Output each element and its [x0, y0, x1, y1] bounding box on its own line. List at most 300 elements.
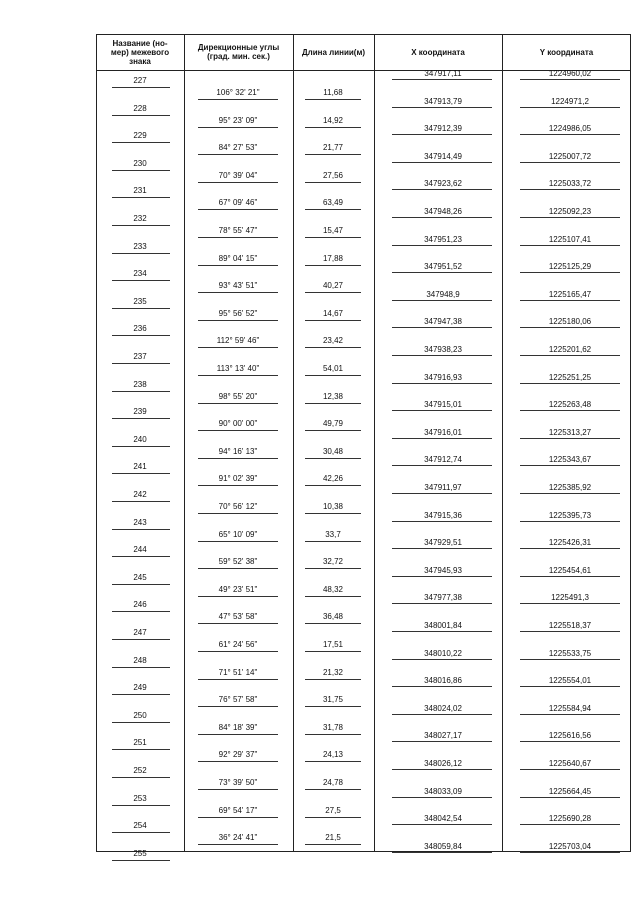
row-underline [112, 556, 170, 557]
point-name-cell: 231 [133, 186, 147, 196]
row-underline [520, 189, 620, 190]
y-coordinate-cell: 1225395,73 [548, 510, 592, 520]
line-length-cell: 24,13 [322, 750, 344, 760]
x-coordinate-cell: 347912,39 [424, 124, 462, 134]
row-underline [112, 391, 170, 392]
y-coordinate-cell: 1225616,56 [548, 731, 592, 741]
row-underline [520, 852, 620, 853]
direction-angle-cell: 70° 56' 12" [218, 502, 258, 511]
row-underline [198, 541, 278, 542]
point-name-cell: 235 [133, 296, 147, 306]
direction-angle-cell: 59° 52' 38" [218, 557, 258, 567]
row-underline [392, 548, 492, 549]
point-name-cell: 253 [133, 793, 147, 803]
x-coordinate-cell: 347977,38 [424, 593, 462, 603]
row-underline [392, 741, 492, 742]
line-length-cell: 54,01 [322, 364, 344, 373]
y-coordinate-cell: 1225033,72 [548, 179, 592, 189]
y-coordinate-cell: 1225343,67 [548, 455, 592, 465]
line-length-cell: 23,42 [322, 336, 344, 346]
row-underline [305, 541, 361, 542]
x-coordinate-cell: 347929,51 [424, 538, 462, 548]
x-coordinate-cell: 348024,02 [424, 703, 462, 713]
row-underline [112, 473, 170, 474]
row-underline [198, 706, 278, 707]
x-coordinate-cell: 347912,74 [424, 455, 462, 465]
point-name-cell: 245 [133, 572, 147, 582]
row-underline [305, 209, 361, 210]
row-underline [112, 418, 170, 419]
point-name-cell: 230 [133, 158, 147, 168]
y-coordinate-cell: 1225518,37 [548, 621, 592, 630]
row-underline [392, 134, 492, 135]
row-underline [392, 493, 492, 494]
point-name-cell: 255 [133, 848, 147, 858]
row-underline [392, 327, 492, 328]
direction-angle-cell: 84° 18' 39" [218, 722, 258, 732]
point-name-cell: 246 [133, 600, 147, 610]
row-underline [392, 686, 492, 687]
row-underline [112, 446, 170, 447]
row-underline [305, 761, 361, 762]
direction-angle-cell: 94° 16' 13" [218, 446, 258, 456]
row-underline [112, 749, 170, 750]
point-name-cell: 247 [133, 628, 147, 637]
direction-angle-cell: 98° 55' 20" [218, 391, 258, 401]
row-underline [112, 363, 170, 364]
row-underline [198, 347, 278, 348]
row-underline [198, 844, 278, 845]
row-underline [305, 679, 361, 680]
row-underline [112, 667, 170, 668]
y-coordinate-cell: 1225664,45 [548, 786, 592, 796]
row-underline [112, 777, 170, 778]
row-underline [305, 513, 361, 514]
x-coordinate-cell: 347951,23 [424, 234, 462, 244]
line-length-cell: 31,75 [322, 695, 344, 705]
x-coordinate-cell: 348026,12 [424, 759, 462, 768]
point-name-cell: 228 [133, 103, 147, 113]
point-name-cell: 252 [133, 766, 147, 775]
point-name-cell: 232 [133, 214, 147, 223]
row-underline [198, 513, 278, 514]
line-length-cell: 14,92 [322, 115, 344, 125]
y-coordinate-cell: 1225690,28 [548, 814, 592, 824]
point-name-cell: 233 [133, 241, 147, 251]
row-underline [392, 797, 492, 798]
y-coordinate-cell: 1225385,92 [548, 483, 592, 492]
line-length-cell: 31,78 [322, 722, 344, 732]
direction-angle-cell: 91° 02' 39" [218, 474, 258, 484]
row-underline [520, 355, 620, 356]
point-name-cell: 240 [133, 434, 147, 444]
row-underline [198, 596, 278, 597]
row-underline [305, 623, 361, 624]
row-underline [392, 383, 492, 384]
row-underline [305, 596, 361, 597]
x-coordinate-cell: 348027,17 [424, 731, 462, 741]
row-underline [305, 265, 361, 266]
row-underline [520, 548, 620, 549]
x-coordinate-cell: 347917,11 [424, 69, 462, 78]
y-coordinate-cell: 1225263,48 [548, 400, 592, 410]
y-coordinate-cell: 1225125,29 [548, 262, 592, 272]
row-underline [112, 860, 170, 861]
row-underline [198, 154, 278, 155]
row-underline [392, 769, 492, 770]
row-underline [520, 162, 620, 163]
x-coordinate-cell: 348033,09 [424, 786, 462, 796]
header-point-name-line1: Название (но- [112, 38, 168, 48]
row-underline [198, 430, 278, 431]
row-underline [520, 438, 620, 439]
row-underline [392, 631, 492, 632]
line-length-cell: 48,32 [322, 584, 344, 594]
row-underline [198, 789, 278, 790]
row-underline [112, 584, 170, 585]
direction-angle-cell: 89° 04' 15" [218, 253, 258, 263]
direction-angle-cell: 95° 56' 52" [218, 308, 258, 318]
line-length-cell: 21,5 [325, 833, 341, 843]
row-underline [392, 438, 492, 439]
row-underline [392, 410, 492, 411]
column-divider [293, 34, 294, 852]
row-underline [520, 245, 620, 246]
x-coordinate-cell: 348001,84 [424, 621, 462, 630]
x-coordinate-cell: 347948,9 [426, 289, 460, 299]
line-length-cell: 15,47 [322, 226, 344, 235]
row-underline [305, 430, 361, 431]
line-length-cell: 40,27 [322, 281, 344, 291]
point-name-cell: 236 [133, 324, 147, 334]
x-coordinate-cell: 347915,01 [424, 400, 462, 410]
direction-angle-cell: 92° 29' 37" [218, 750, 258, 760]
row-underline [520, 576, 620, 577]
row-underline [198, 127, 278, 128]
row-underline [392, 355, 492, 356]
row-underline [112, 805, 170, 806]
row-underline [198, 237, 278, 238]
line-length-cell: 10,38 [322, 502, 344, 511]
row-underline [112, 694, 170, 695]
direction-angle-cell: 78° 55' 47" [218, 226, 258, 235]
row-underline [520, 741, 620, 742]
row-underline [112, 501, 170, 502]
point-name-cell: 250 [133, 710, 147, 720]
row-underline [112, 308, 170, 309]
x-coordinate-cell: 347923,62 [424, 179, 462, 189]
row-underline [305, 320, 361, 321]
line-length-cell: 49,79 [322, 419, 344, 429]
row-underline [392, 576, 492, 577]
row-underline [520, 107, 620, 108]
direction-angle-cell: 84° 27' 53" [218, 143, 258, 153]
point-name-cell: 234 [133, 269, 147, 279]
row-underline [520, 272, 620, 273]
row-underline [305, 789, 361, 790]
row-underline [112, 611, 170, 612]
header-length-text: Длина линии(м) [301, 47, 366, 57]
row-underline [520, 300, 620, 301]
y-coordinate-cell: 1225640,67 [548, 759, 592, 768]
row-underline [112, 832, 170, 833]
row-underline [305, 734, 361, 735]
direction-angle-cell: 36° 24' 41" [218, 833, 258, 843]
line-length-cell: 32,72 [322, 557, 344, 567]
direction-angle-cell: 113° 13' 40" [216, 364, 260, 373]
row-underline [392, 824, 492, 825]
row-underline [198, 292, 278, 293]
row-underline [520, 603, 620, 604]
row-underline [305, 651, 361, 652]
row-underline [198, 403, 278, 404]
line-length-cell: 42,26 [322, 474, 344, 484]
direction-angle-cell: 49° 23' 51" [218, 584, 258, 594]
row-underline [520, 383, 620, 384]
row-underline [305, 237, 361, 238]
row-underline [392, 714, 492, 715]
header-y-coordinate [502, 36, 631, 68]
x-coordinate-cell: 347913,79 [424, 96, 462, 106]
direction-angle-cell: 71° 51' 14" [218, 667, 258, 677]
row-underline [305, 706, 361, 707]
direction-angle-cell: 70° 39' 04" [218, 170, 258, 180]
column-divider [502, 34, 503, 852]
header-x-text: X координата [411, 47, 465, 57]
row-underline [520, 217, 620, 218]
line-length-cell: 27,56 [322, 170, 344, 180]
direction-angle-cell: 90° 00' 00" [218, 419, 258, 429]
row-underline [198, 651, 278, 652]
row-underline [392, 162, 492, 163]
point-name-cell: 242 [133, 490, 147, 499]
line-length-cell: 12,38 [322, 391, 344, 401]
row-underline [520, 465, 620, 466]
row-underline [305, 568, 361, 569]
y-coordinate-cell: 1225092,23 [548, 207, 592, 216]
x-coordinate-cell: 347916,93 [424, 372, 462, 382]
row-underline [520, 327, 620, 328]
direction-angle-cell: 65° 10' 09" [218, 529, 258, 539]
line-length-cell: 33,7 [325, 529, 341, 539]
row-underline [198, 623, 278, 624]
row-underline [305, 403, 361, 404]
row-underline [112, 335, 170, 336]
row-underline [198, 375, 278, 376]
row-underline [112, 529, 170, 530]
row-underline [305, 127, 361, 128]
direction-angle-cell: 61° 24' 56" [218, 640, 258, 649]
row-underline [112, 722, 170, 723]
row-underline [198, 209, 278, 210]
direction-angle-cell: 112° 59' 46" [216, 336, 260, 346]
row-underline [198, 568, 278, 569]
point-name-cell: 254 [133, 821, 147, 831]
row-underline [198, 761, 278, 762]
row-underline [520, 686, 620, 687]
point-name-cell: 244 [133, 545, 147, 555]
row-underline [392, 603, 492, 604]
x-coordinate-cell: 347951,52 [424, 262, 462, 272]
point-name-cell: 239 [133, 407, 147, 417]
point-name-cell: 237 [133, 352, 147, 361]
x-coordinate-cell: 347948,26 [424, 207, 462, 216]
row-underline [392, 852, 492, 853]
y-coordinate-cell: 1224960,02 [548, 69, 592, 78]
row-underline [392, 300, 492, 301]
y-coordinate-cell: 1224986,05 [548, 124, 592, 134]
point-name-cell: 251 [133, 738, 147, 748]
row-underline [392, 107, 492, 108]
row-underline [520, 410, 620, 411]
point-name-cell: 249 [133, 683, 147, 693]
row-underline [198, 734, 278, 735]
row-underline [392, 245, 492, 246]
x-coordinate-cell: 347938,23 [424, 345, 462, 354]
row-underline [520, 797, 620, 798]
row-underline [112, 225, 170, 226]
header-direction-angle [184, 36, 293, 68]
header-x-coordinate [374, 36, 502, 68]
row-underline [112, 253, 170, 254]
row-underline [520, 824, 620, 825]
row-underline [520, 521, 620, 522]
row-underline [305, 182, 361, 183]
column-divider [184, 34, 185, 852]
direction-angle-cell: 47° 53' 58" [218, 612, 258, 622]
row-underline [392, 217, 492, 218]
line-length-cell: 17,51 [322, 640, 344, 649]
y-coordinate-cell: 1225107,41 [548, 234, 592, 244]
row-underline [392, 465, 492, 466]
row-underline [305, 458, 361, 459]
row-underline [392, 659, 492, 660]
row-underline [112, 170, 170, 171]
row-underline [198, 320, 278, 321]
row-underline [305, 292, 361, 293]
row-underline [305, 844, 361, 845]
y-coordinate-cell: 1224971,2 [551, 96, 589, 106]
line-length-cell: 11,68 [323, 88, 343, 97]
y-coordinate-cell: 1225454,61 [548, 565, 592, 575]
point-name-cell: 241 [133, 462, 147, 472]
x-coordinate-cell: 347947,38 [424, 317, 462, 327]
row-underline [305, 347, 361, 348]
y-coordinate-cell: 1225533,75 [548, 648, 592, 658]
row-underline [112, 115, 170, 116]
x-coordinate-cell: 347916,01 [424, 427, 462, 437]
direction-angle-cell: 73° 39' 50" [218, 778, 258, 787]
line-length-cell: 21,32 [322, 667, 344, 677]
y-coordinate-cell: 1225201,62 [548, 345, 592, 354]
direction-angle-cell: 69° 54' 17" [218, 805, 258, 815]
line-length-cell: 17,88 [322, 253, 344, 263]
row-underline [305, 99, 361, 100]
x-coordinate-cell: 347914,49 [424, 151, 462, 161]
direction-angle-cell: 106° 32' 21" [216, 88, 260, 97]
row-underline [520, 659, 620, 660]
point-name-cell: 243 [133, 517, 147, 527]
row-underline [198, 265, 278, 266]
header-angle-line1: Дирекционные углы [197, 43, 280, 52]
row-underline [112, 280, 170, 281]
row-underline [198, 817, 278, 818]
point-name-cell: 248 [133, 655, 147, 665]
header-y-text: Y координата [539, 47, 594, 57]
x-coordinate-cell: 347911,97 [424, 483, 462, 492]
row-underline [112, 197, 170, 198]
x-coordinate-cell: 347945,93 [424, 565, 462, 575]
x-coordinate-cell: 348059,84 [424, 841, 462, 851]
row-underline [392, 79, 492, 80]
y-coordinate-cell: 1225491,3 [551, 593, 589, 603]
row-underline [198, 458, 278, 459]
row-underline [305, 817, 361, 818]
row-underline [112, 142, 170, 143]
row-underline [198, 485, 278, 486]
header-line-length [293, 36, 374, 68]
point-name-cell: 238 [133, 379, 147, 389]
x-coordinate-cell: 348016,86 [424, 676, 462, 686]
line-length-cell: 63,49 [322, 198, 344, 208]
column-divider [374, 34, 375, 852]
row-underline [520, 714, 620, 715]
row-underline [520, 631, 620, 632]
y-coordinate-cell: 1225007,72 [548, 151, 592, 161]
y-coordinate-cell: 1225180,06 [548, 317, 592, 327]
row-underline [392, 521, 492, 522]
x-coordinate-cell: 348042,54 [424, 814, 462, 824]
row-underline [305, 485, 361, 486]
row-underline [198, 99, 278, 100]
header-angle-line2: (град. мин. сек.) [207, 52, 270, 61]
y-coordinate-cell: 1225584,94 [548, 703, 592, 713]
y-coordinate-cell: 1225251,25 [548, 372, 592, 382]
line-length-cell: 14,67 [322, 308, 344, 318]
row-underline [198, 679, 278, 680]
point-name-cell: 229 [133, 131, 147, 141]
line-length-cell: 24,78 [322, 778, 344, 787]
row-underline [112, 87, 170, 88]
header-point-name-line3: знака [129, 56, 151, 66]
direction-angle-cell: 76° 57' 58" [218, 695, 258, 705]
y-coordinate-cell: 1225703,04 [548, 841, 592, 851]
y-coordinate-cell: 1225426,31 [548, 538, 592, 548]
row-underline [520, 134, 620, 135]
row-underline [520, 79, 620, 80]
line-length-cell: 30,48 [322, 446, 344, 456]
row-underline [392, 272, 492, 273]
row-underline [305, 154, 361, 155]
x-coordinate-cell: 348010,22 [424, 648, 462, 658]
header-point-name-line2: мер) межевого [110, 47, 170, 57]
row-underline [520, 493, 620, 494]
row-underline [392, 189, 492, 190]
row-underline [198, 182, 278, 183]
direction-angle-cell: 67° 09' 46" [218, 198, 258, 208]
row-underline [112, 639, 170, 640]
row-underline [305, 375, 361, 376]
y-coordinate-cell: 1225165,47 [548, 289, 592, 299]
x-coordinate-cell: 347915,36 [424, 510, 462, 520]
direction-angle-cell: 95° 23' 09" [218, 115, 258, 125]
line-length-cell: 36,48 [322, 612, 344, 622]
point-name-cell: 227 [133, 76, 147, 85]
line-length-cell: 27,5 [325, 805, 341, 815]
row-underline [520, 769, 620, 770]
header-point-name [96, 36, 184, 68]
line-length-cell: 21,77 [322, 143, 344, 153]
